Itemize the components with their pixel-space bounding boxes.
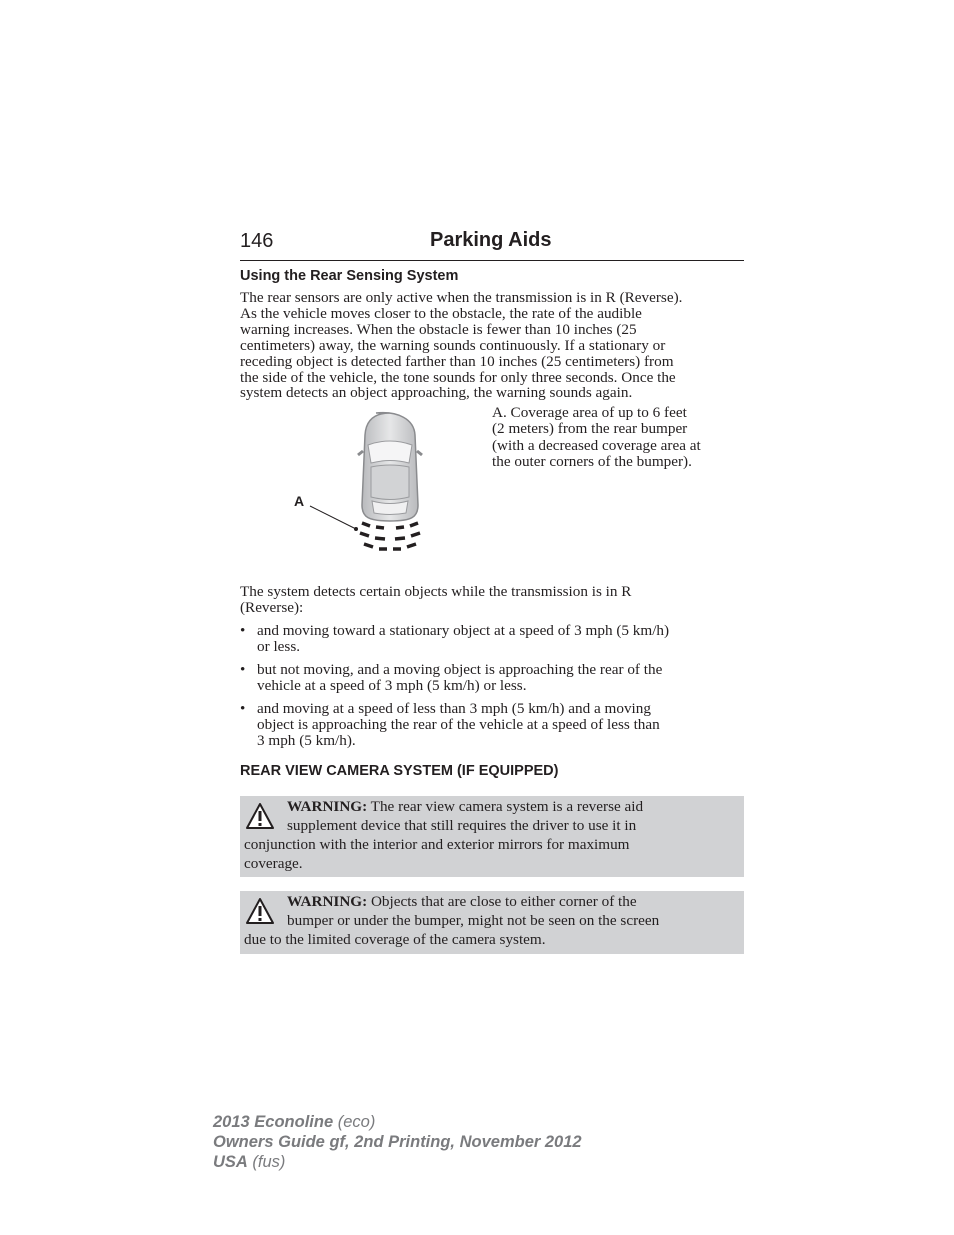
warning-label: WARNING:: [287, 798, 368, 815]
list-item: • but not moving, and a moving object is approaching the rear of the vehicle at a speed of 3 mph (5 km/h) or less.: [240, 661, 663, 694]
bullet-icon: •: [240, 700, 246, 717]
section-heading-rear-sensing: Using the Rear Sensing System: [240, 268, 459, 284]
rear-sensing-paragraph: The rear sensors are only active when the transmission is in R (Reverse). As the vehicle moves closer to the obstacle, the rate of the audible warning increases. When the obstacle is fewer than 10 inches (25 centimeters) away, the warning sounds continuously. If a stationary or receding object is detected farther than 10 inches (25 centimeters) from the side of the vehicle, the tone sounds for only three seconds. Once the system detects an object approaching, the warning sounds again.: [240, 289, 683, 402]
callout-leader-line: [310, 506, 356, 529]
list-item: • and moving toward a stationary object at a speed of 3 mph (5 km/h) or less.: [240, 622, 670, 655]
callout-label-a: A: [294, 493, 305, 509]
warning-box: WARNING: The rear view camera system is a reverse aid supplement device that still requires the driver to use it in conjunction with the interior and exterior mirrors for maximum coverage.: [240, 796, 744, 877]
vehicle-coverage-illustration: [280, 405, 460, 565]
vehicle-top-view: [358, 413, 422, 521]
list-item: • and moving at a speed of less than 3 mph (5 km/h) and a moving object is approaching the rear of the vehicle at a speed of less than 3 mph (5 km/h).: [240, 700, 660, 749]
warning-label: WARNING:: [287, 893, 368, 910]
sensor-coverage-arcs: [360, 523, 420, 549]
chapter-title: Parking Aids: [430, 229, 552, 251]
page-footer: 2013 Econoline (eco) Owners Guide gf, 2nd Printing, November 2012 USA (fus): [213, 1113, 582, 1171]
callout-dot: [354, 527, 358, 531]
page-number: 146: [240, 230, 274, 252]
section-heading-rear-camera: REAR VIEW CAMERA SYSTEM (IF EQUIPPED): [240, 763, 559, 779]
detection-intro: The system detects certain objects while the transmission is in R (Reverse):: [240, 583, 632, 616]
warning-box: WARNING: Objects that are close to either corner of the bumper or under the bumper, might not be seen on the screen due to the limited coverage of the camera system.: [240, 891, 744, 954]
rear-sensing-figure: [280, 405, 460, 570]
figure-caption: A. Coverage area of up to 6 feet (2 meters) from the rear bumper (with a decreased coverage area at the outer corners of the bumper).: [492, 404, 701, 471]
bullet-icon: •: [240, 661, 246, 678]
bullet-icon: •: [240, 622, 246, 639]
page-header: [240, 228, 744, 261]
